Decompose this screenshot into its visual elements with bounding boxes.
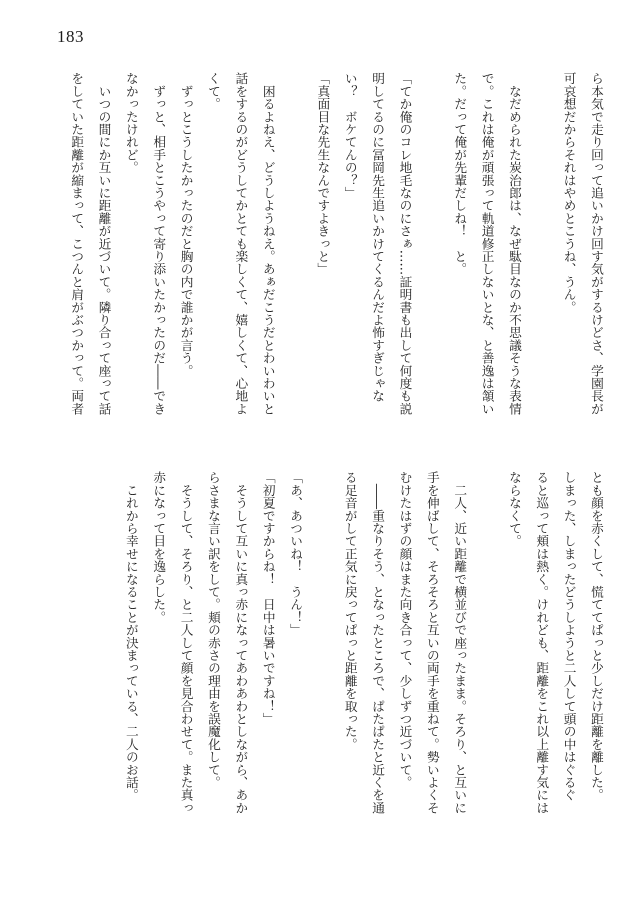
text-column: 手を伸ばして、そろそろと互いの両手を重ねて。勢いよくそ xyxy=(424,471,440,814)
text-column: むけたはずの顔はまた向き合って、少しずつ近づいて。 xyxy=(397,471,413,789)
text-column: しまった、しまったどうしようと二人して頭の中はぐるぐ xyxy=(561,471,577,802)
blank-line xyxy=(309,471,336,814)
text-column: らさまな言い訳をして。頬の赤さの理由を誤魔化して。 xyxy=(205,471,221,789)
text-column: 話をするのがどうしてかとても楽しくて、嬉しくて、心地よ xyxy=(233,72,249,415)
text-column: ら本気で走り回って追いかけ回す気がするけどさ、学園長が xyxy=(589,72,604,415)
text-column: る足音がして正気に戻ってぱっと距離を取った。 xyxy=(342,471,358,751)
text-column: くて。 xyxy=(205,72,221,111)
page-number: 183 xyxy=(57,27,84,46)
text-column: そうして、そろり、と二人して顔を見合わせて。また真っ xyxy=(178,471,194,814)
text-column: ならなくて。 xyxy=(506,471,522,548)
text-column: 可哀想だからそれはやめとこうね、うん。 xyxy=(561,72,577,314)
text-column: をしていた距離が縮まって、こつんと肩がぶつかって。両者 xyxy=(69,72,85,415)
lower-text-block xyxy=(117,471,610,814)
text-column: で。これは俺が頑張って軌道修正しないとな、と善逸は頷い xyxy=(479,72,495,415)
text-column: なだめられた炭治郎は、なぜ駄目なのか不思議そうな表情 xyxy=(506,72,522,415)
text-column: ると巡って頬は熱く。けれども、距離をこれ以上離す気には xyxy=(534,471,550,814)
blank-line xyxy=(528,72,555,415)
text-column: とも顔を赤くして、慌ててぱっと少しだけ距離を離した。 xyxy=(589,471,604,802)
upper-text-block xyxy=(63,72,610,415)
text-column: 赤になって目を逸らした。 xyxy=(151,471,167,624)
text-column: そうして互いに真っ赤になってあわあわとしながら、あか xyxy=(233,471,249,814)
text-column: ずっと、相手とこうやって寄り添いたかったのだ――でき xyxy=(151,72,167,415)
blank-line xyxy=(418,72,445,415)
text-column: 「てか俺のコレ地毛なのにさぁ……証明書も出して何度も説 xyxy=(397,72,413,415)
text-column: い？ ボケてんの？」 xyxy=(342,72,358,199)
text-column: た。だって俺が先輩だしね！ と。 xyxy=(452,72,468,276)
text-column: 「真面目な先生なんですよきっと」 xyxy=(315,72,331,276)
text-column: 困るよねえ、どうしようねえ。あぁだこうだとわいわいと xyxy=(260,72,276,415)
text-column: これから幸せになることが決まっている、二人のお話。 xyxy=(123,471,139,802)
text-column: 二人、近い距離で横並びで座ったまま。そろり、と互いに xyxy=(452,471,468,814)
blank-line xyxy=(473,471,500,814)
text-column: 「初夏ですからね！ 日中は暑いですね！」 xyxy=(260,471,276,725)
text-column: なかったけれど。 xyxy=(123,72,139,174)
text-column: ――重なりそう、となったところで、ぱたぱたと近くを通 xyxy=(370,471,386,814)
blank-line xyxy=(282,72,309,415)
text-column: 「あ、あついね！ うん！」 xyxy=(288,471,304,637)
text-column: いつの間にか互いに距離が近づいて。隣り合って座って話 xyxy=(96,72,112,415)
text-column: 明してるのに冨岡先生追いかけてくるんだよ怖すぎじゃな xyxy=(370,72,386,403)
text-column: ずっとこうしたかったのだと胸の内で誰かが言う。 xyxy=(178,72,194,377)
